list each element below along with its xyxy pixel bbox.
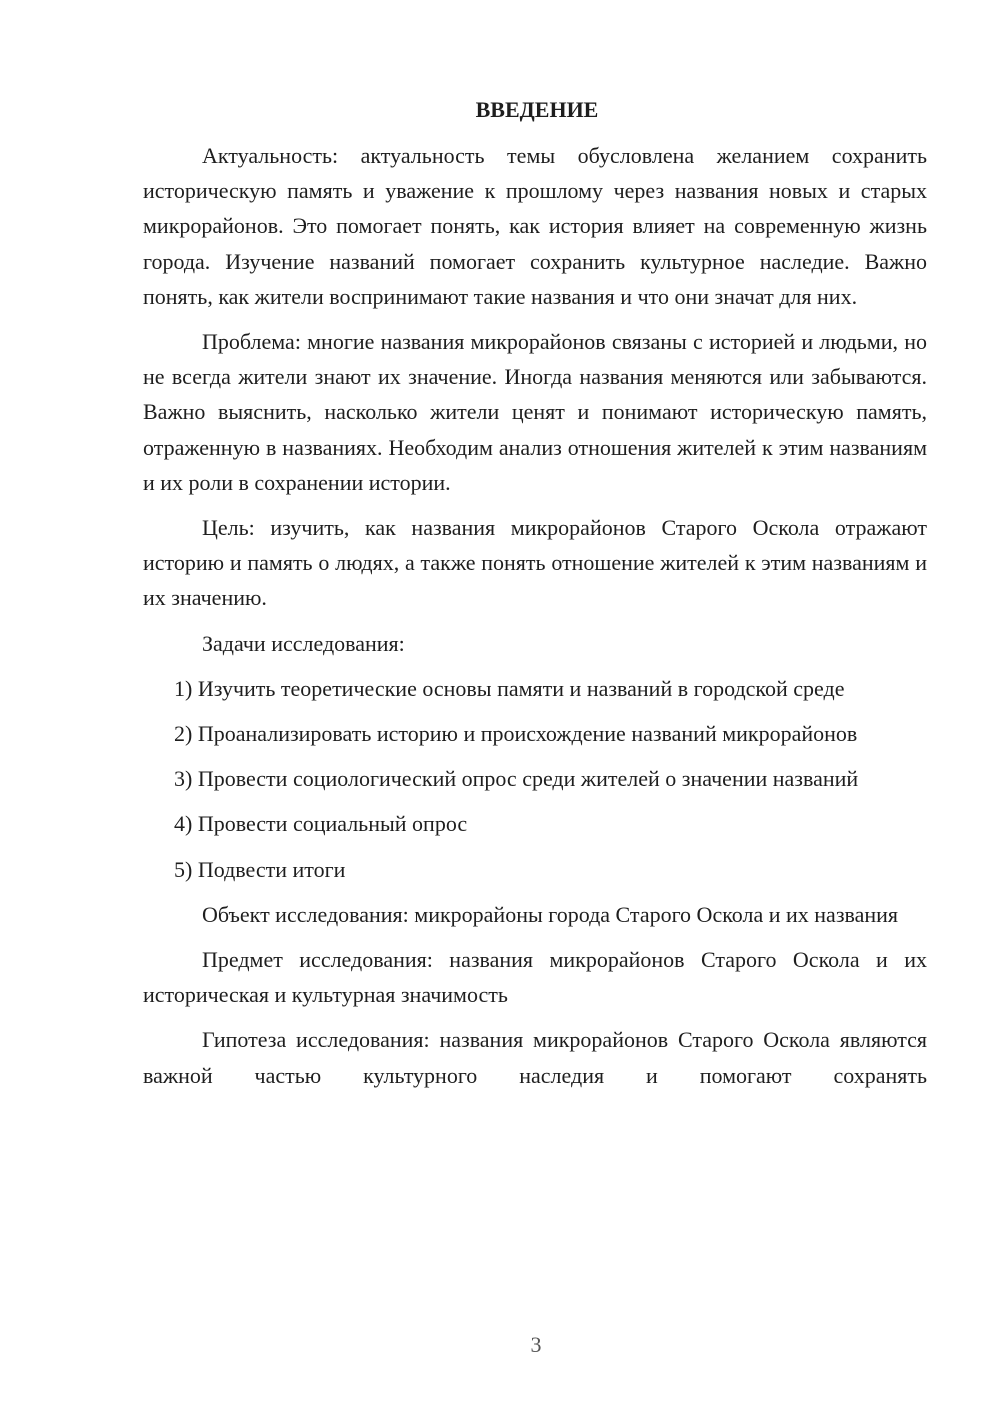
page-number: 3 <box>530 1332 542 1357</box>
task-item-3: 3) Провести социологический опрос среди жителей о значении названий <box>174 766 859 792</box>
goal-paragraph: Цель: изучить, как названия микрорайонов Старого Оскола отражают историю и память о людях, а также понять отношение жителей к этим названиям и их значению. <box>143 515 927 611</box>
page-content <box>143 92 927 1093</box>
task-item-4: 4) Провести социальный опрос <box>174 811 468 837</box>
page-title: ВВЕДЕНИЕ <box>475 97 599 122</box>
object-paragraph: Объект исследования: микрорайоны города Старого Оскола и их названия <box>202 901 899 927</box>
tasks-heading: Задачи исследования: <box>202 630 405 656</box>
task-item-1: 1) Изучить теоретические основы памяти и названий в городской среде <box>174 675 845 701</box>
problem-paragraph: Проблема: многие названия микрорайонов связаны с историей и людьми, но не всегда жители знают их значение. Иногда названия меняются или забываются. Важно выяснить, насколько жители ценят и понимают историческую память, отраженную в названиях. Необходим анализ отношения жителей к этим названиям и их роли в сохранении истории. <box>143 329 927 495</box>
task-item-2: 2) Проанализировать историю и происхождение названий микрорайонов <box>174 721 858 747</box>
hypothesis-paragraph: Гипотеза исследования: названия микрорайонов Старого Оскола являются важной частью культурного наследия и помогают сохранять <box>143 1027 927 1088</box>
relevance-paragraph: Актуальность: актуальность темы обусловлена желанием сохранить историческую память и уважение к прошлому через названия новых и старых микрорайонов. Это помогает понять, как история влияет на современную жизнь города. Изучение названий помогает сохранить культурное наследие. Важно понять, как жители воспринимают такие названия и что они значат для них. <box>143 143 927 309</box>
task-item-5: 5) Подвести итоги <box>174 856 346 882</box>
subject-paragraph: Предмет исследования: названия микрорайонов Старого Оскола и их историческая и культурная значимость <box>143 947 927 1008</box>
